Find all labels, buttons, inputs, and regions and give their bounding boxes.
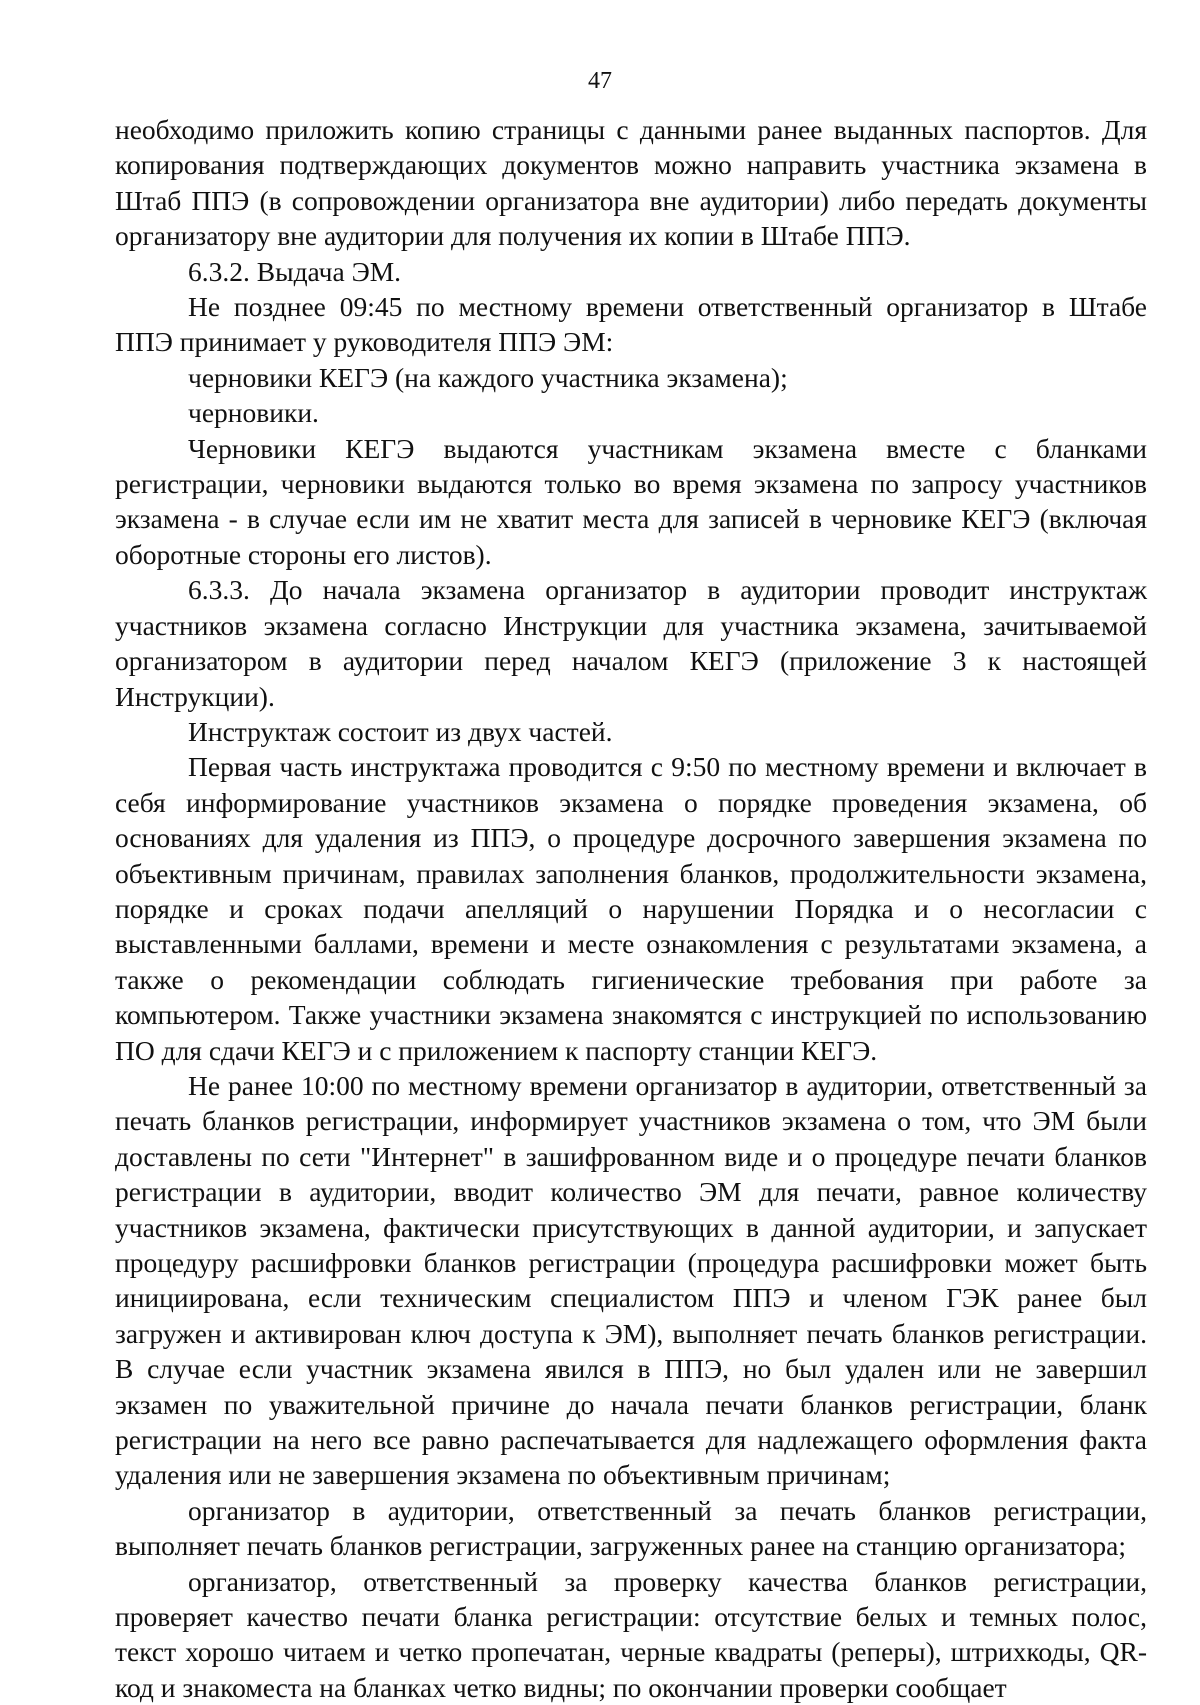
page-number: 47 <box>588 68 612 94</box>
paragraph: Не ранее 10:00 по местному времени организатор в аудитории, ответственный за печать бланков регистрации, информирует участников экзамена о том, что ЭМ были доставлены по сети "Интернет" в зашифрованном виде и о процедуре печати бланков регистрации в аудитории, вводит количество ЭМ для печати, равное количеству участников экзамена, фактически присутствующих в данной аудитории, и запускает процедуру расшифровки бланков регистрации (процедура расшифровки может быть инициирована, если техническим специалистом ППЭ и членом ГЭК ранее был загружен и активирован ключ доступа к ЭМ), выполняет печать бланков регистрации. В случае если участник экзамена явился в ППЭ, но был удален или не завершил экзамен по уважительной причине до начала печати бланков регистрации, бланк регистрации на него все равно распечатывается для надлежащего оформления факта удаления или не завершения экзамена по объективным причинам; <box>115 1069 1147 1491</box>
list-item: организатор, ответственный за проверку качества бланков регистрации, проверяет качество печати бланка регистрации: отсутствие белых и темных полос, текст хорошо читаем и четко пропечатан, черные квадраты (реперы), штрихкоды, QR-код и знакоместа на бланках четко видны; по окончании проверки сообщает <box>115 1565 1147 1703</box>
list-item: организатор в аудитории, ответственный за печать бланков регистрации, выполняет печать бланков регистрации, загруженных ранее на станцию организатора; <box>115 1494 1147 1562</box>
list-item: черновики КЕГЭ (на каждого участника экзамена); <box>188 361 788 393</box>
list-item: черновики. <box>188 397 319 429</box>
document-body <box>115 112 1147 1705</box>
paragraph: Не позднее 09:45 по местному времени ответственный организатор в Штабе ППЭ принимает у руководителя ППЭ ЭМ: <box>115 291 1147 358</box>
paragraph-continuation: необходимо приложить копию страницы с данными ранее выданных паспортов. Для копирования подтверждающих документов можно направить участника экзамена в Штаб ППЭ (в сопровождении организатора вне аудитории) либо передать документы организатору вне аудитории для получения их копии в Штабе ППЭ. <box>115 114 1147 252</box>
paragraph: Первая часть инструктажа проводится с 9:50 по местному времени и включает в себя информирование участников экзамена о порядке проведения экзамена, об основаниях для удаления из ППЭ, о процедуре досрочного завершения экзамена по объективным причинам, правилах заполнения бланков, продолжительности экзамена, порядке и сроках подачи апелляций о нарушении Порядка и о несогласии с выставленными баллами, времени и месте ознакомления с результатами экзамена, а также о рекомендации соблюдать гигиенические требования при работе за компьютером. Также участники экзамена знакомятся с инструкцией по использованию ПО для сдачи КЕГЭ и с приложением к паспорту станции КЕГЭ. <box>115 751 1147 1066</box>
section-paragraph-6-3-3: 6.3.3. До начала экзамена организатор в аудитории проводит инструктаж участников экзамена согласно Инструкции для участника экзамена, зачитываемой организатором в аудитории перед началом КЕГЭ (приложение 3 к настоящей Инструкции). <box>115 574 1147 712</box>
paragraph: Черновики КЕГЭ выдаются участникам экзамена вместе с бланками регистрации, черновики выдаются только во время экзамена по запросу участников экзамена - в случае если им не хватит места для записей в черновике КЕГЭ (включая оборотные стороны его листов). <box>115 432 1147 570</box>
section-heading-6-3-2: 6.3.2. Выдача ЭМ. <box>188 255 402 287</box>
paragraph: Инструктаж состоит из двух частей. <box>188 715 613 747</box>
